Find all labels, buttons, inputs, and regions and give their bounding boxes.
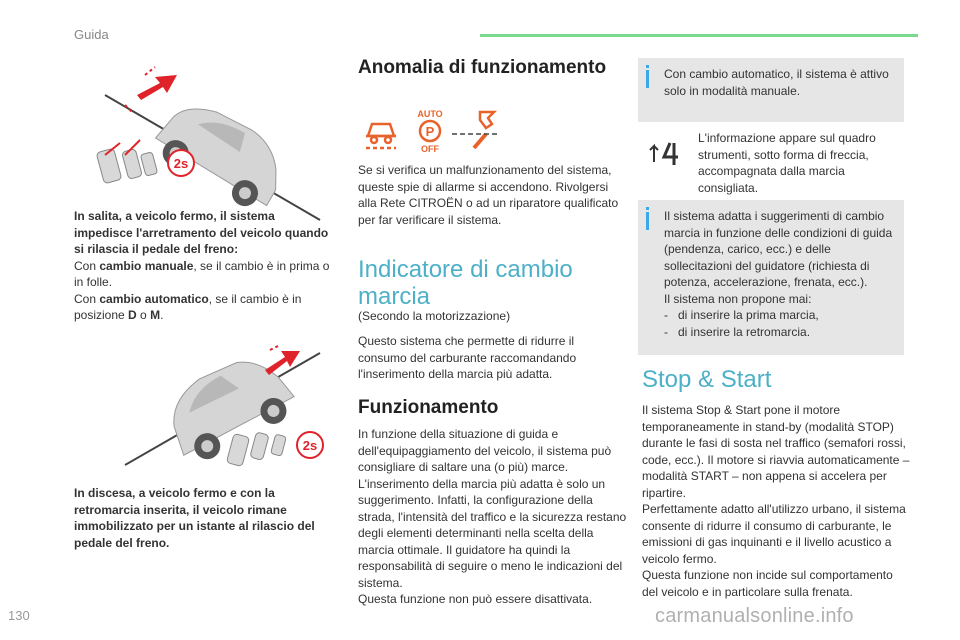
malfunction-title: Anomalia di funzionamento	[358, 57, 607, 78]
uphill-car-illustration	[85, 55, 325, 225]
timer-badge-1: 2s	[173, 156, 189, 171]
page-number: 130	[8, 608, 30, 623]
timer-badge-2: 2s	[302, 438, 318, 453]
info-note-automatic: Con cambio automatico, il sistema è attivo solo in modalità manuale.	[638, 58, 904, 122]
svg-text:AUTO: AUTO	[417, 109, 443, 119]
stop-start-text: Il sistema Stop & Start pone il motore temporaneamente in stand-by (modalità STOP) durante le fasi di sosta nel traffico (semafori rossi, code, ecc.). Il motore si riavvia automaticamente – modalità START – non appena si accelera per ripartire. Perfettamente adatto all'utilizzo urbano, il sistema consente di ridurre il consumo di carburante, le emissioni di gas inquinanti e il livello acustico a veicolo fermo. Questa funzione non incide sul comportamento del veicolo e in particolare sulla frenata.	[642, 403, 910, 599]
svg-text:P: P	[425, 124, 435, 139]
watermark: carmanualsonline.info	[655, 605, 854, 627]
uphill-title: In salita, a veicolo fermo, il sistema impedisce l'arretramento del veicolo quando si rilascia il pedale del freno:	[74, 209, 329, 256]
uphill-text-block: In salita, a veicolo fermo, il sistema impedisce l'arretramento del veicolo quando si rilascia il pedale del freno: Con cambio manuale, se il cambio è in prima o in folle. Con cambio automatico, se il cambio è in posizione D o M.	[74, 208, 336, 324]
info-note-suggestions: Il sistema adatta i suggerimenti di cambio marcia in funzione delle condizioni di guida (pendenza, carico, ecc.) e delle sollecitazioni del guidatore (richiesta di potenza, accelerazione, frenata, ecc.). Il sistema non propone mai: - di inserire la prima marcia, - di inserire la retromarcia.	[638, 200, 904, 355]
list-item: - di inserire la prima marcia,	[664, 308, 819, 322]
stop-start-title: Stop & Start	[642, 366, 772, 393]
gear-arrow-4-icon	[648, 140, 688, 168]
auto-p-off-warning-icon	[417, 109, 442, 154]
gear-indicator-subtitle: (Secondo la motorizzazione)	[358, 309, 511, 323]
warning-lamps	[362, 108, 502, 154]
header-bar	[480, 34, 918, 37]
operation-text: In funzione della situazione di guida e dell'equipaggiamento del veicolo, il sistema può consigliare di saltare una (o più) marce. L'inserimento della marcia più adatta è solo un suggerimento. Infatti, la configurazione della strada, l'intensità del traffico e la sicurezza restano degli elementi determinanti nella scelta della marcia ottimale. Il guidatore ha quindi la responsabilità di seguire o meno le indicazioni del sistema. Questa funzione non può essere disattivata.	[358, 427, 627, 606]
malfunction-text: Se si verifica un malfunzionamento del sistema, queste spie di allarme si accendono. Rivolgersi alla Rete CITROËN o ad un riparatore qualificato per far verificare il sistema.	[358, 163, 619, 227]
gear-indicator-title: Indicatore di cambio marcia	[358, 256, 573, 310]
info-display-text: L'informazione appare sul quadro strumenti, sotto forma di freccia, accompagnata dalla marcia consigliata.	[698, 131, 876, 195]
downhill-text: In discesa, a veicolo fermo e con la retromarcia inserita, il veicolo rimane immobilizzato per un istante al rilascio del pedale del freno.	[74, 486, 315, 550]
section-header: Guida	[74, 27, 109, 42]
svg-text:OFF: OFF	[421, 144, 439, 154]
operation-title: Funzionamento	[358, 397, 499, 418]
car-slope-warning-icon	[366, 124, 396, 148]
list-item: - di inserire la retromarcia.	[664, 324, 811, 339]
wrench-warning-icon	[452, 112, 497, 148]
downhill-car-illustration	[85, 345, 325, 475]
gear-indicator-text: Questo sistema che permette di ridurre il consumo del carburante raccomandando l'inserimento della marcia più adatta.	[358, 334, 577, 381]
